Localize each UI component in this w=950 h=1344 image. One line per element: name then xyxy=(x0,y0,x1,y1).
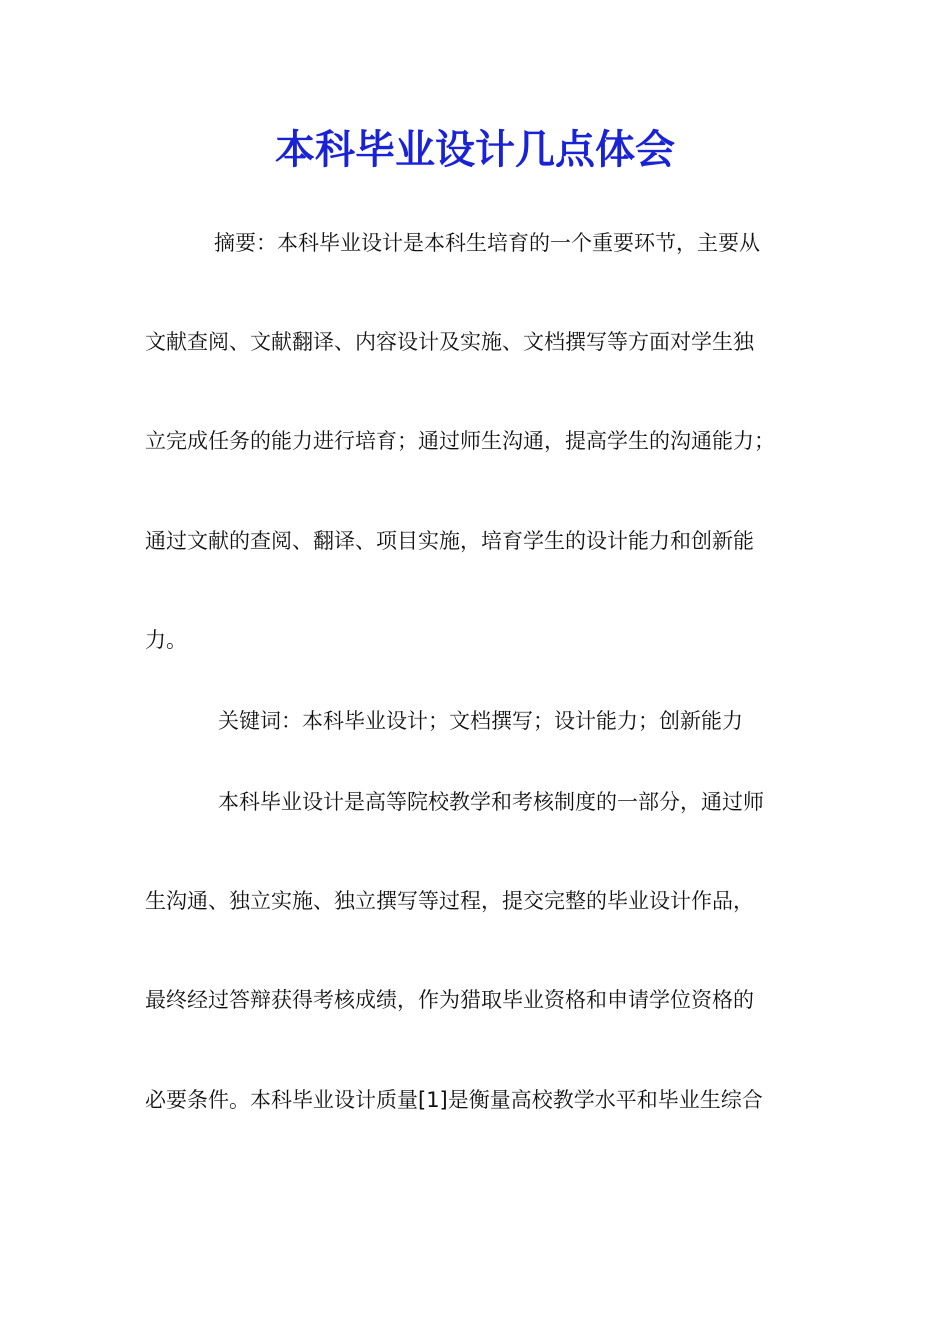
abstract-line-5: 力。 xyxy=(145,628,187,652)
body-line-2: 生沟通、独立实施、独立撰写等过程，提交完整的毕业设计作品， xyxy=(145,889,754,913)
keywords-line: 关键词：本科毕业设计；文档撰写；设计能力；创新能力 xyxy=(218,709,743,733)
document-title: 本科毕业设计几点体会 xyxy=(275,126,675,173)
abstract-line-2: 文献查阅、文献翻译、内容设计及实施、文档撰写等方面对学生独 xyxy=(145,330,754,354)
body-line-4: 必要条件。本科毕业设计质量[1]是衡量高校教学水平和毕业生综合 xyxy=(145,1088,763,1112)
abstract-line-1: 摘要：本科毕业设计是本科生培育的一个重要环节，主要从 xyxy=(214,231,760,255)
body-line-3: 最终经过答辩获得考核成绩，作为猎取毕业资格和申请学位资格的 xyxy=(145,988,754,1012)
body-line-1: 本科毕业设计是高等院校教学和考核制度的一部分，通过师 xyxy=(218,790,764,814)
abstract-line-3: 立完成任务的能力进行培育；通过师生沟通，提高学生的沟通能力； xyxy=(145,429,775,453)
abstract-line-4: 通过文献的查阅、翻译、项目实施，培育学生的设计能力和创新能 xyxy=(145,529,754,553)
